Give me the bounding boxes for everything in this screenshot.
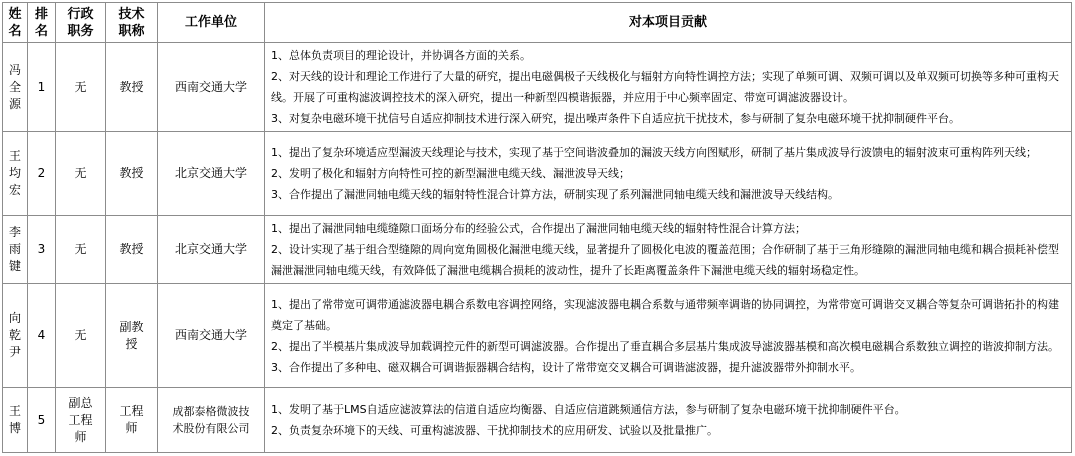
table-row [3, 284, 1072, 388]
cell-tech: 教授 [106, 132, 158, 216]
cell-name: 李 雨 键 [3, 216, 28, 284]
contribution-item: 2、设计实现了基于组合型缝隙的周向宽角圆极化漏泄电缆天线，显著提升了圆极化电波的覆盖范围；合作研制了基于三角形缝隙的漏泄同轴电缆和耦合损耗补偿型漏泄漏泄同轴电缆天线，有效降低了漏泄电缆耦合损耗的波动性，提升了长距离覆盖条件下漏泄电缆天线的辐射场稳定性。 [271, 243, 1059, 277]
contribution-item: 2、提出了半模基片集成波导加载调控元件的新型可调滤波器。合作提出了垂直耦合多层基片集成波导滤波器基模和高次模电磁耦合系数独立调控的谐波抑制方法。 [271, 339, 1059, 353]
table-row [3, 216, 1072, 284]
cell-name: 王 博 [3, 388, 28, 453]
contribution-item: 1、提出了漏泄同轴电缆缝隙口面场分布的经验公式，合作提出了漏泄同轴电缆天线的辐射特性混合计算方法； [271, 222, 806, 235]
cell-admin: 副总 工程 师 [56, 388, 106, 453]
cell-unit: 西南交通大学 [158, 43, 265, 132]
contribution-item: 1、提出了常带宽可调带通滤波器电耦合系数电容调控网络，实现滤波器电耦合系数与通带频率调谐的协同调控，为常带宽可调谐交叉耦合等复杂可调谐拓扑的构建奠定了基础。 [271, 297, 1059, 332]
contribution-item: 3、合作提出了漏泄同轴电缆天线的辐射特性混合计算方法，研制实现了系列漏泄同轴电缆天线和漏泄波导天线结构。 [271, 188, 839, 201]
cell-tech: 工程 师 [106, 388, 158, 453]
header-work-unit: 工作单位 [158, 3, 265, 43]
header-row [3, 3, 1072, 43]
cell-tech: 副教 授 [106, 284, 158, 388]
cell-admin: 无 [56, 43, 106, 132]
cell-tech: 教授 [106, 216, 158, 284]
contribution-table [2, 2, 1072, 453]
cell-contribution [265, 216, 1072, 284]
cell-rank: 5 [28, 388, 56, 453]
cell-rank: 3 [28, 216, 56, 284]
table-row [3, 43, 1072, 132]
contribution-item: 2、对天线的设计和理论工作进行了大量的研究，提出电磁偶极子天线极化与辐射方向特性调控方法；实现了单频可调、双频可调以及单双频可切换等多种可重构天线。开展了可重构滤波调控技术的深入研究，提出一种新型四模谐振器，并应用于中心频率固定、带宽可调滤波器设计。 [271, 70, 1059, 104]
header-contribution: 对本项目贡献 [265, 3, 1072, 43]
cell-name: 冯 全 源 [3, 43, 28, 132]
contribution-item: 3、对复杂电磁环境干扰信号自适应抑制技术进行深入研究，提出噪声条件下自适应抗干扰技术，参与研制了复杂电磁环境干扰抑制硬件平台。 [271, 112, 960, 125]
cell-name: 向 乾 尹 [3, 284, 28, 388]
header-rank: 排 名 [28, 3, 56, 43]
cell-tech: 教授 [106, 43, 158, 132]
table-row [3, 388, 1072, 453]
cell-unit: 西南交通大学 [158, 284, 265, 388]
contribution-item: 2、负责复杂环境下的天线、可重构滤波器、干扰抑制技术的应用研发、试验以及批量推广。 [271, 424, 718, 437]
contribution-item: 1、发明了基于LMS自适应滤波算法的信道自适应均衡器、自适应信道跳频通信方法，参与研制了复杂电磁环境干扰抑制硬件平台。 [271, 403, 906, 416]
cell-name: 王 均 宏 [3, 132, 28, 216]
cell-contribution [265, 284, 1072, 388]
cell-contribution [265, 132, 1072, 216]
cell-rank: 2 [28, 132, 56, 216]
contribution-item: 2、发明了极化和辐射方向特性可控的新型漏泄电缆天线、漏泄波导天线； [271, 167, 630, 180]
cell-unit: 北京交通大学 [158, 132, 265, 216]
contribution-item: 1、总体负责项目的理论设计，并协调各方面的关系。 [271, 49, 531, 62]
header-name: 姓 名 [3, 3, 28, 43]
contribution-item: 3、合作提出了多种电、磁双耦合可调谐振器耦合结构，设计了常带宽交叉耦合可调谐滤波器，提升滤波器带外抑制水平。 [271, 360, 861, 374]
cell-contribution [265, 388, 1072, 453]
header-tech-title: 技术 职称 [106, 3, 158, 43]
header-admin-position: 行政 职务 [56, 3, 106, 43]
cell-unit: 成都泰格微波技 术股份有限公司 [158, 388, 265, 453]
cell-contribution [265, 43, 1072, 132]
cell-rank: 4 [28, 284, 56, 388]
contribution-item: 1、提出了复杂环境适应型漏波天线理论与技术，实现了基于空间谐波叠加的漏波天线方向图赋形，研制了基片集成波导行波馈电的辐射波束可重构阵列天线； [271, 146, 1037, 159]
cell-admin: 无 [56, 216, 106, 284]
cell-unit: 北京交通大学 [158, 216, 265, 284]
cell-rank: 1 [28, 43, 56, 132]
cell-admin: 无 [56, 132, 106, 216]
table-row [3, 132, 1072, 216]
cell-admin: 无 [56, 284, 106, 388]
